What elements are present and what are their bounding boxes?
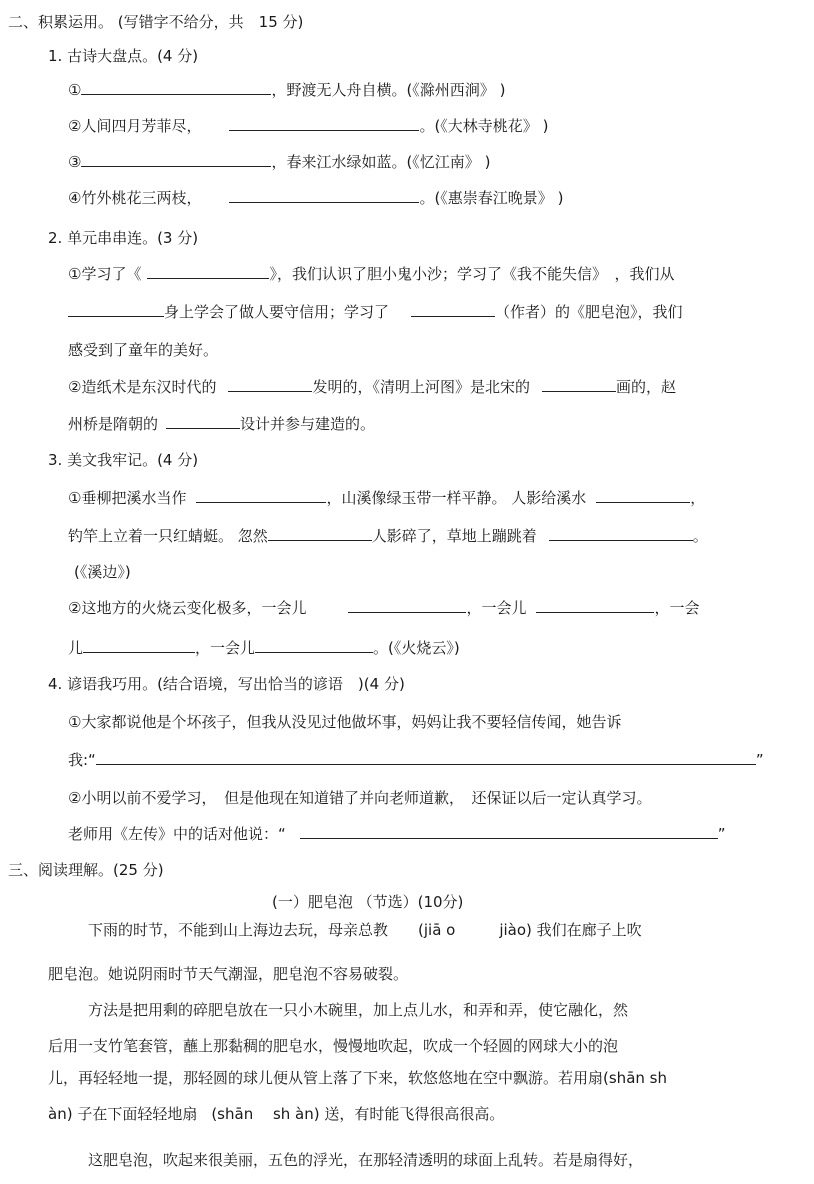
q3-text: 人影碎了，草地上蹦跳着	[371, 527, 537, 545]
q3-text: 。(《火烧云》)	[373, 639, 460, 657]
q1-line-4	[68, 188, 563, 208]
q1-title: 1. 古诗大盘点。(4 分)	[48, 47, 199, 65]
answer-blank[interactable]	[229, 116, 419, 131]
answer-blank[interactable]	[81, 152, 271, 167]
q3-text: ，一会儿	[466, 599, 527, 617]
q3-text: ，山溪像绿玉带一样平静。 人影给溪水	[326, 489, 587, 507]
q2-text: 州桥是隋朝的	[68, 415, 159, 433]
q4-line-3: ②小明以前不爱学习， 但是他现在知道错了并向老师道歉， 还保证以后一定认真学习。	[68, 789, 652, 807]
answer-blank[interactable]	[268, 526, 372, 541]
q1-line-3-text: ，春来江水绿如蓝。(《忆江南》 )	[271, 153, 491, 171]
passage-line-2: 肥皂泡。她说阴雨时节天气潮湿，肥皂泡不容易破裂。	[48, 965, 409, 983]
q2-title: 2. 单元串串连。(3 分)	[48, 229, 199, 247]
q3-text: ，	[690, 489, 706, 507]
section-3-title: 三、阅读理解。(25 分)	[8, 861, 164, 879]
section-2-title: 二、积累运用。	[8, 13, 114, 31]
answer-blank[interactable]	[228, 377, 312, 392]
answer-blank[interactable]	[411, 302, 495, 317]
q2-text: （作者）的《肥皂泡》，我们	[495, 303, 683, 321]
answer-blank[interactable]	[549, 526, 693, 541]
q2-text: 设计并参与建造的。	[240, 415, 376, 433]
answer-blank[interactable]	[229, 188, 419, 203]
q1-line-1-prefix: ①	[68, 81, 82, 99]
q3-line-5	[68, 638, 460, 658]
answer-blank[interactable]	[536, 598, 654, 613]
q3-line-1	[68, 488, 705, 508]
answer-blank[interactable]	[255, 638, 373, 653]
passage-line-1	[88, 920, 642, 940]
answer-blank[interactable]	[96, 750, 756, 765]
pinyin-option: (shān sh	[603, 1069, 667, 1087]
passage-line-3: 方法是把用剩的碎肥皂放在一只小木碗里，加上点儿水，和弄和弄，使它融化，然	[88, 1001, 629, 1019]
q4-line-4	[68, 824, 726, 844]
q3-source-1: (《溪边》)	[74, 563, 131, 581]
q2-text: 身上学会了做人要守信用；学习了	[164, 303, 390, 321]
q2-text: ②造纸术是东汉时代的	[68, 378, 217, 396]
q3-line-2	[68, 526, 708, 546]
q3-text: 儿	[68, 639, 84, 657]
q3-text: 钓竿上立着一只红蜻蜓。 忽然	[68, 527, 268, 545]
q2-text: 》，我们认识了胆小鬼小沙；学习了《我不能失信》 ，我们从	[269, 265, 675, 283]
passage-text: 下雨的时节，不能到山上海边去玩，母亲总教	[88, 921, 389, 939]
q2-line-2	[68, 302, 683, 322]
q2-line-3: 感受到了童年的美好。	[68, 341, 219, 359]
answer-blank[interactable]	[196, 488, 326, 503]
answer-blank[interactable]	[83, 638, 195, 653]
passage-line-7: 这肥皂泡，吹起来很美丽，五色的浮光，在那轻清透明的球面上乱转。若是扇得好，	[88, 1151, 644, 1169]
section-2-heading	[8, 12, 303, 32]
passage-line-5	[48, 1068, 667, 1088]
q2-text: ①学习了《	[68, 265, 142, 283]
answer-blank[interactable]	[166, 414, 240, 429]
q4-text: ”	[717, 825, 726, 843]
q1-line-2	[68, 116, 548, 136]
answer-blank[interactable]	[596, 488, 690, 503]
q4-line-2	[68, 750, 764, 770]
passage-text: àn) 子在下面轻轻地扇	[48, 1105, 198, 1123]
q2-line-5	[68, 414, 375, 434]
q3-text: ②这地方的火烧云变化极多，一会儿	[68, 599, 307, 617]
q4-text: 老师用《左传》中的话对他说：“	[68, 825, 286, 843]
q4-text: 我:“	[68, 751, 96, 769]
answer-blank[interactable]	[147, 264, 269, 279]
passage-text: (shān sh àn) 送，有时能飞得很高很高。	[211, 1105, 505, 1123]
passage-line-6	[48, 1104, 504, 1124]
section-2-note: (写错字不给分，共 15 分)	[117, 13, 304, 31]
q3-text: ，一会	[654, 599, 700, 617]
q1-line-4-text: 。(《惠崇春江晚景》 )	[419, 189, 564, 207]
q1-line-1-text: ，野渡无人舟自横。(《滁州西涧》 )	[271, 81, 506, 99]
q3-text: ，一会儿	[195, 639, 256, 657]
q4-text: ”	[755, 751, 764, 769]
q2-text: 发明的，《清明上河图》是北宋的	[312, 378, 530, 396]
passage-line-4: 后用一支竹笔套管，蘸上那黏稠的肥皂水，慢慢地吹起，吹成一个轻圆的网球大小的泡	[48, 1037, 619, 1055]
pinyin-option: (jiā o	[418, 921, 456, 939]
q2-line-4	[68, 377, 676, 397]
q1-line-4-prefix: ④竹外桃花三两枝，	[68, 189, 202, 207]
passage-title: (一）肥皂泡 （节选）(10分)	[272, 893, 464, 911]
answer-blank[interactable]	[542, 377, 616, 392]
q3-text: 。	[692, 527, 708, 545]
q1-line-3-prefix: ③	[68, 153, 82, 171]
q3-title: 3. 美文我牢记。(4 分)	[48, 451, 199, 469]
q1-line-3	[68, 152, 490, 172]
passage-text: jiào) 我们在廊子上吹	[499, 921, 642, 939]
q3-line-4	[68, 598, 699, 618]
answer-blank[interactable]	[300, 824, 718, 839]
q3-text: ①垂柳把溪水当作	[68, 489, 187, 507]
q1-line-2-text: 。(《大林寺桃花》 )	[419, 117, 549, 135]
answer-blank[interactable]	[68, 302, 164, 317]
q1-line-2-prefix: ②人间四月芳菲尽，	[68, 117, 202, 135]
q2-line-1	[68, 264, 674, 284]
answer-blank[interactable]	[348, 598, 466, 613]
q1-line-1	[68, 80, 505, 100]
q4-line-1: ①大家都说他是个坏孩子，但我从没见过他做坏事，妈妈让我不要轻信传闻，她告诉	[68, 713, 622, 731]
answer-blank[interactable]	[81, 80, 271, 95]
passage-text: 儿，再轻轻地一提，那轻圆的球儿便从管上落了下来，软悠悠地在空中飘游。若用扇	[48, 1069, 604, 1087]
q4-title: 4. 谚语我巧用。(结合语境，写出恰当的谚语 )(4 分)	[48, 675, 405, 693]
q2-text: 画的，赵	[615, 378, 676, 396]
